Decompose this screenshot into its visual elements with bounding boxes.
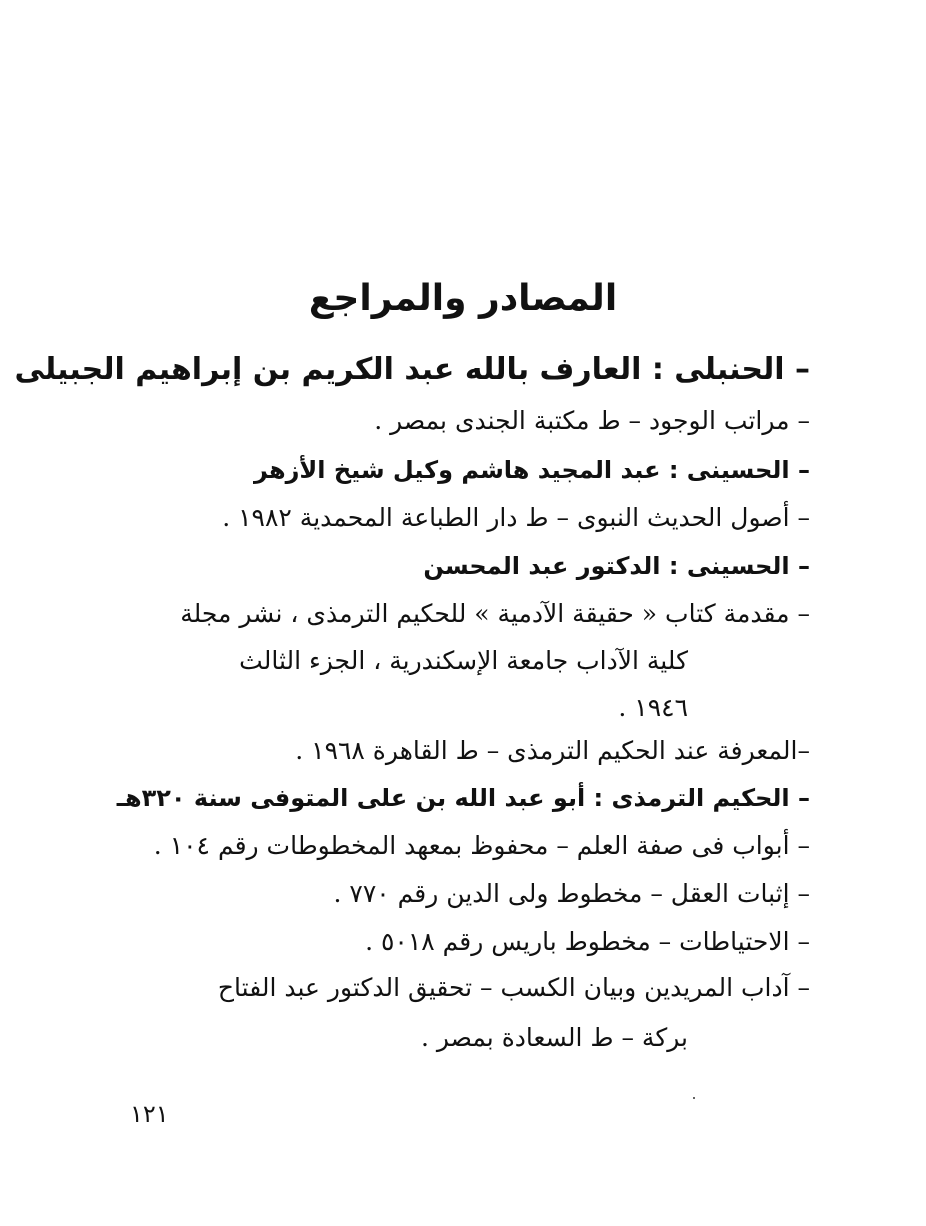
reference-entry: –المعرفة عند الحكيم الترمذى – ط القاهرة ١٩٦٨ . bbox=[295, 736, 810, 765]
reference-entry: – إثبات العقل – مخطوط ولى الدين رقم ٧٧٠ . bbox=[333, 879, 810, 908]
reference-author-hanbali: – الحنبلى : العارف بالله عبد الكريم بن إبراهيم الجبيلى bbox=[14, 352, 810, 387]
scan-speck bbox=[693, 1097, 695, 1099]
reference-author-husseini-hashim: – الحسينى : عبد المجيد هاشم وكيل شيخ الأزهر bbox=[254, 456, 810, 484]
reference-author-husseini-mohsen: – الحسينى : الدكتور عبد المحسن bbox=[423, 552, 810, 580]
page-title: المصادر والمراجع bbox=[308, 278, 618, 319]
reference-entry: – مقدمة كتاب « حقيقة الآدمية » للحكيم الترمذى ، نشر مجلة bbox=[180, 599, 810, 628]
reference-entry-continuation: بركة – ط السعادة بمصر . bbox=[420, 1023, 688, 1052]
reference-entry-continuation: ١٩٤٦ . bbox=[618, 693, 688, 722]
page-number: ١٢١ bbox=[130, 1100, 169, 1128]
reference-entry: – الاحتياطات – مخطوط باريس رقم ٥٠١٨ . bbox=[365, 927, 810, 956]
reference-entry: – أصول الحديث النبوى – ط دار الطباعة المحمدية ١٩٨٢ . bbox=[222, 503, 810, 532]
reference-entry: – أبواب فى صفة العلم – محفوظ بمعهد المخطوطات رقم ١٠٤ . bbox=[153, 831, 810, 860]
reference-entry: – آداب المريدين وبيان الكسب – تحقيق الدكتور عبد الفتاح bbox=[217, 973, 810, 1002]
reference-entry-continuation: كلية الآداب جامعة الإسكندرية ، الجزء الثالث bbox=[239, 646, 688, 675]
reference-entry: – مراتب الوجود – ط مكتبة الجندى بمصر . bbox=[374, 406, 810, 435]
reference-author-tirmidhi: – الحكيم الترمذى : أبو عبد الله بن على المتوفى سنة ٣٢٠هـ bbox=[116, 784, 810, 812]
